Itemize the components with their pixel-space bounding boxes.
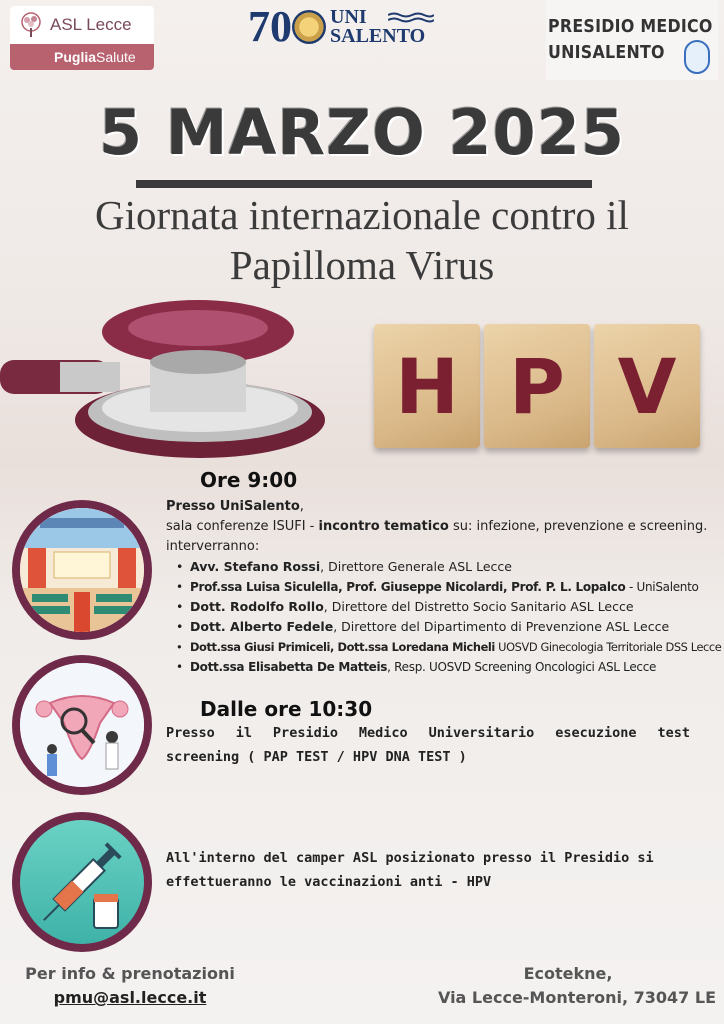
cube-h: H [374, 324, 480, 448]
salento-text: SALENTO [330, 25, 426, 47]
email-link[interactable]: pmu@asl.lecce.it [53, 988, 207, 1007]
speaker-item [166, 657, 722, 677]
uni-text: UNI [330, 6, 367, 28]
address-line2: Via Lecce-Monteroni, 73047 LE [437, 988, 716, 1007]
cube-p: P [484, 324, 590, 448]
speaker-item [166, 597, 722, 617]
session1-venue [166, 497, 722, 517]
session3-text: All'interno del camper ASL posizionato presso il Presidio si effettueranno le vaccinazioni anti - HPV [166, 850, 654, 890]
syringe-icon [20, 820, 144, 944]
speaker-name: Dott. Rodolfo Rollo [190, 599, 324, 614]
presidio-medico-logo [546, 0, 718, 80]
speaker-role: - UniSalento [625, 580, 699, 594]
speaker-role: , Resp. UOSVD Screening Oncologici ASL Lecce [387, 660, 657, 674]
speakers-intro: interverranno: [166, 539, 260, 554]
speaker-name: Dott.ssa Elisabetta De Matteis [190, 660, 388, 674]
event-title-line2: Papilloma Virus [229, 242, 495, 288]
stethoscope-icon [0, 292, 340, 472]
speaker-role: , Direttore del Distretto Socio Sanitario ASL Lecce [323, 599, 634, 614]
speaker-item [166, 617, 722, 637]
auditorium-icon [20, 508, 144, 632]
salute-label: Salute [96, 49, 136, 65]
presidio-line2: UNISALENTO [548, 42, 665, 63]
session1-details [166, 497, 722, 677]
event-title [0, 190, 724, 290]
speaker-role: , Direttore del Dipartimento di Prevenzione ASL Lecce [333, 619, 670, 634]
speaker-item [166, 557, 722, 577]
event-title-line1: Giornata internazionale contro il [95, 192, 629, 238]
session1-topic [166, 517, 722, 537]
speaker-item [166, 577, 722, 597]
info-label: Per info & prenotazioni [25, 964, 235, 983]
speaker-item [166, 637, 722, 657]
speaker-role: , Direttore Generale ASL Lecce [320, 559, 512, 574]
session2-text: Presso il Presidio Medico Universitario esecuzione test screening ( PAP TEST / HPV DNA TEST ) [166, 725, 690, 765]
asl-name: ASL Lecce [50, 15, 132, 34]
event-date: 5 MARZO 2025 [99, 96, 625, 169]
venue-name: Presso UniSalento [166, 499, 300, 514]
speaker-name: Dott.ssa Giusi Primiceli, Dott.ssa Loredana Micheli [190, 640, 495, 654]
speaker-name: Dott. Alberto Fedele [190, 619, 334, 634]
session1-time: Ore 9:00 [200, 468, 298, 492]
speaker-role: UOSVD Ginecologia Territoriale DSS Lecce [494, 640, 722, 654]
date-underline [136, 180, 592, 188]
unisalento-logo [248, 4, 444, 50]
cube-v: V [594, 324, 700, 448]
address-line1: Ecotekne, [523, 964, 613, 983]
venue-comma: , [299, 499, 304, 514]
anniversary-number: 70 [248, 2, 292, 51]
puglia-label: Puglia [54, 49, 97, 65]
asl-lecce-logo [10, 6, 154, 70]
medical-badge-icon [684, 40, 710, 74]
topic-bold: incontro tematico [318, 519, 449, 534]
vaccination-illustration [12, 812, 152, 952]
waves-icon [388, 12, 434, 24]
speaker-name: Prof.ssa Luisa Siculella, Prof. Giuseppe Nicolardi, Prof. P. L. Lopalco [190, 580, 626, 594]
tree-icon [18, 12, 44, 38]
session2-time: Dalle ore 10:30 [200, 697, 373, 721]
topic-location: sala conferenze ISUFI - [166, 519, 319, 534]
speakers-list [166, 557, 722, 677]
topic-rest: su: infezione, prevenzione e screening. [448, 519, 708, 534]
uterus-icon [20, 663, 144, 787]
presidio-line1: PRESIDIO MEDICO [548, 16, 713, 37]
conference-hall-illustration [12, 500, 152, 640]
puglia-salute-bar [10, 44, 154, 70]
gynecology-illustration [12, 655, 152, 795]
university-seal-icon [292, 10, 326, 44]
speaker-name: Avv. Stefano Rossi [190, 559, 321, 574]
